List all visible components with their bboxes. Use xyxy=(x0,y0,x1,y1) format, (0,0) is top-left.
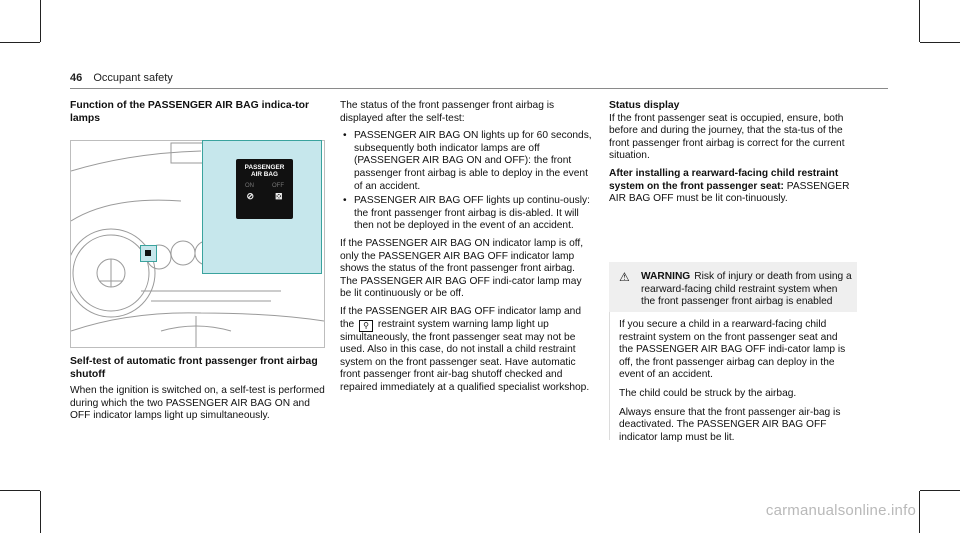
selftest-text: When the ignition is switched on, a self-test is performed during which the two PASSENGER AIR BAG ON and OFF indicator lamps light up simultaneously. xyxy=(70,385,325,422)
after-installing-heading: After installing a rearward-facing child restraint system on the front passenger seat: xyxy=(609,167,839,192)
paragraph: If the PASSENGER AIR BAG ON indicator lamp is off, only the PASSENGER AIR BAG OFF indicator lamp shows the status of the front passenger front airbag. The PASSENGER AIR BAG OFF indi-cator lamp may be lit continuously or be off. xyxy=(340,237,584,300)
off-label: OFF xyxy=(272,183,284,189)
section-title: Occupant safety xyxy=(93,72,173,84)
passenger-airbag-indicator-panel xyxy=(236,159,293,219)
column-2 xyxy=(340,100,595,399)
warning-paragraph: Always ensure that the front passenger air-bag is deactivated. The PASSENGER AIR BAG OFF indicator lamp must be lit. xyxy=(619,406,841,443)
status-intro: The status of the front passenger front airbag is displayed after the self-test: xyxy=(340,100,555,124)
selftest-heading: Self-test of automatic front passenger front airbag shutoff xyxy=(70,356,318,380)
paragraph: If the PASSENGER AIR BAG OFF indicator lamp and the ⚲ restraint system warning lamp light up simultaneously, the front passenger seat may not be used. Also in this case, do not install a child restraint system on the front passenger seat. Have automatic front passenger front air-bag shutoff checked and repaired immediately at a qualified specialist workshop. xyxy=(340,305,590,393)
status-list xyxy=(340,130,595,233)
status-display-heading: Status display xyxy=(609,100,680,111)
page-number: 46 xyxy=(70,72,83,84)
warning-border xyxy=(609,312,610,440)
panel-label: AIR BAG xyxy=(251,171,278,178)
warning-body xyxy=(609,312,857,453)
column-3 xyxy=(609,100,859,211)
after-installing-paragraph: After installing a rearward-facing child restraint system on the front passenger seat: PASSENGER AIR BAG OFF must be lit con-tinuously. xyxy=(609,167,850,205)
passenger-seat-icon: ⊠ xyxy=(274,191,283,201)
status-display-text: If the front passenger seat is occupied, ensure, both before and during the journey, that the sta-tus of the front passenger front airbag is correct for the current situation. xyxy=(609,112,845,162)
crop-mark xyxy=(920,42,960,43)
warning-label: WARNING xyxy=(641,271,691,282)
warning-header xyxy=(619,271,854,309)
restraint-system-warning-icon: ⚲ xyxy=(359,320,373,332)
header-rule xyxy=(70,88,888,89)
warning-paragraph: If you secure a child in a rearward-facing child restraint system on the front passenger seat and the PASSENGER AIR BAG OFF indi-cator lamp is off, the front passenger airbag can deploy in the event of an accident. xyxy=(619,319,846,381)
warning-triangle-icon: ⚠ xyxy=(619,270,630,284)
crop-mark xyxy=(919,0,920,42)
crop-mark xyxy=(920,490,960,491)
warning-paragraph: The child could be struck by the airbag. xyxy=(619,387,797,399)
crop-mark xyxy=(919,491,920,533)
crop-mark xyxy=(40,491,41,533)
column-1 xyxy=(70,100,325,129)
on-label: ON xyxy=(245,183,254,189)
page-header xyxy=(70,72,173,84)
warning-headline: Risk of injury or death from using a rearward-facing child restraint system when the front passenger front airbag is enabled xyxy=(641,271,852,308)
crop-mark xyxy=(0,490,40,491)
panel-label: PASSENGER xyxy=(244,164,285,171)
no-airbag-icon: ⊘ xyxy=(246,191,255,201)
indicator-location-marker xyxy=(140,245,157,262)
crop-mark xyxy=(0,42,40,43)
crop-mark xyxy=(40,0,41,42)
list-item: • PASSENGER AIR BAG ON lights up for 60 seconds, subsequently both indicator lamps are off (PASSENGER AIR BAG ON and OFF): the front passenger front airbag is able to deploy in the event of an accident. xyxy=(354,130,595,193)
list-item: • PASSENGER AIR BAG OFF lights up continu-ously: the front passenger front airbag is dis-abled. It will then not be deployed in the event of an accident. xyxy=(354,195,595,233)
watermark: carmanualsonline.info xyxy=(765,502,916,519)
column-1-lower xyxy=(70,356,325,428)
section-heading: Function of the PASSENGER AIR BAG indica-tor lamps xyxy=(70,100,309,124)
